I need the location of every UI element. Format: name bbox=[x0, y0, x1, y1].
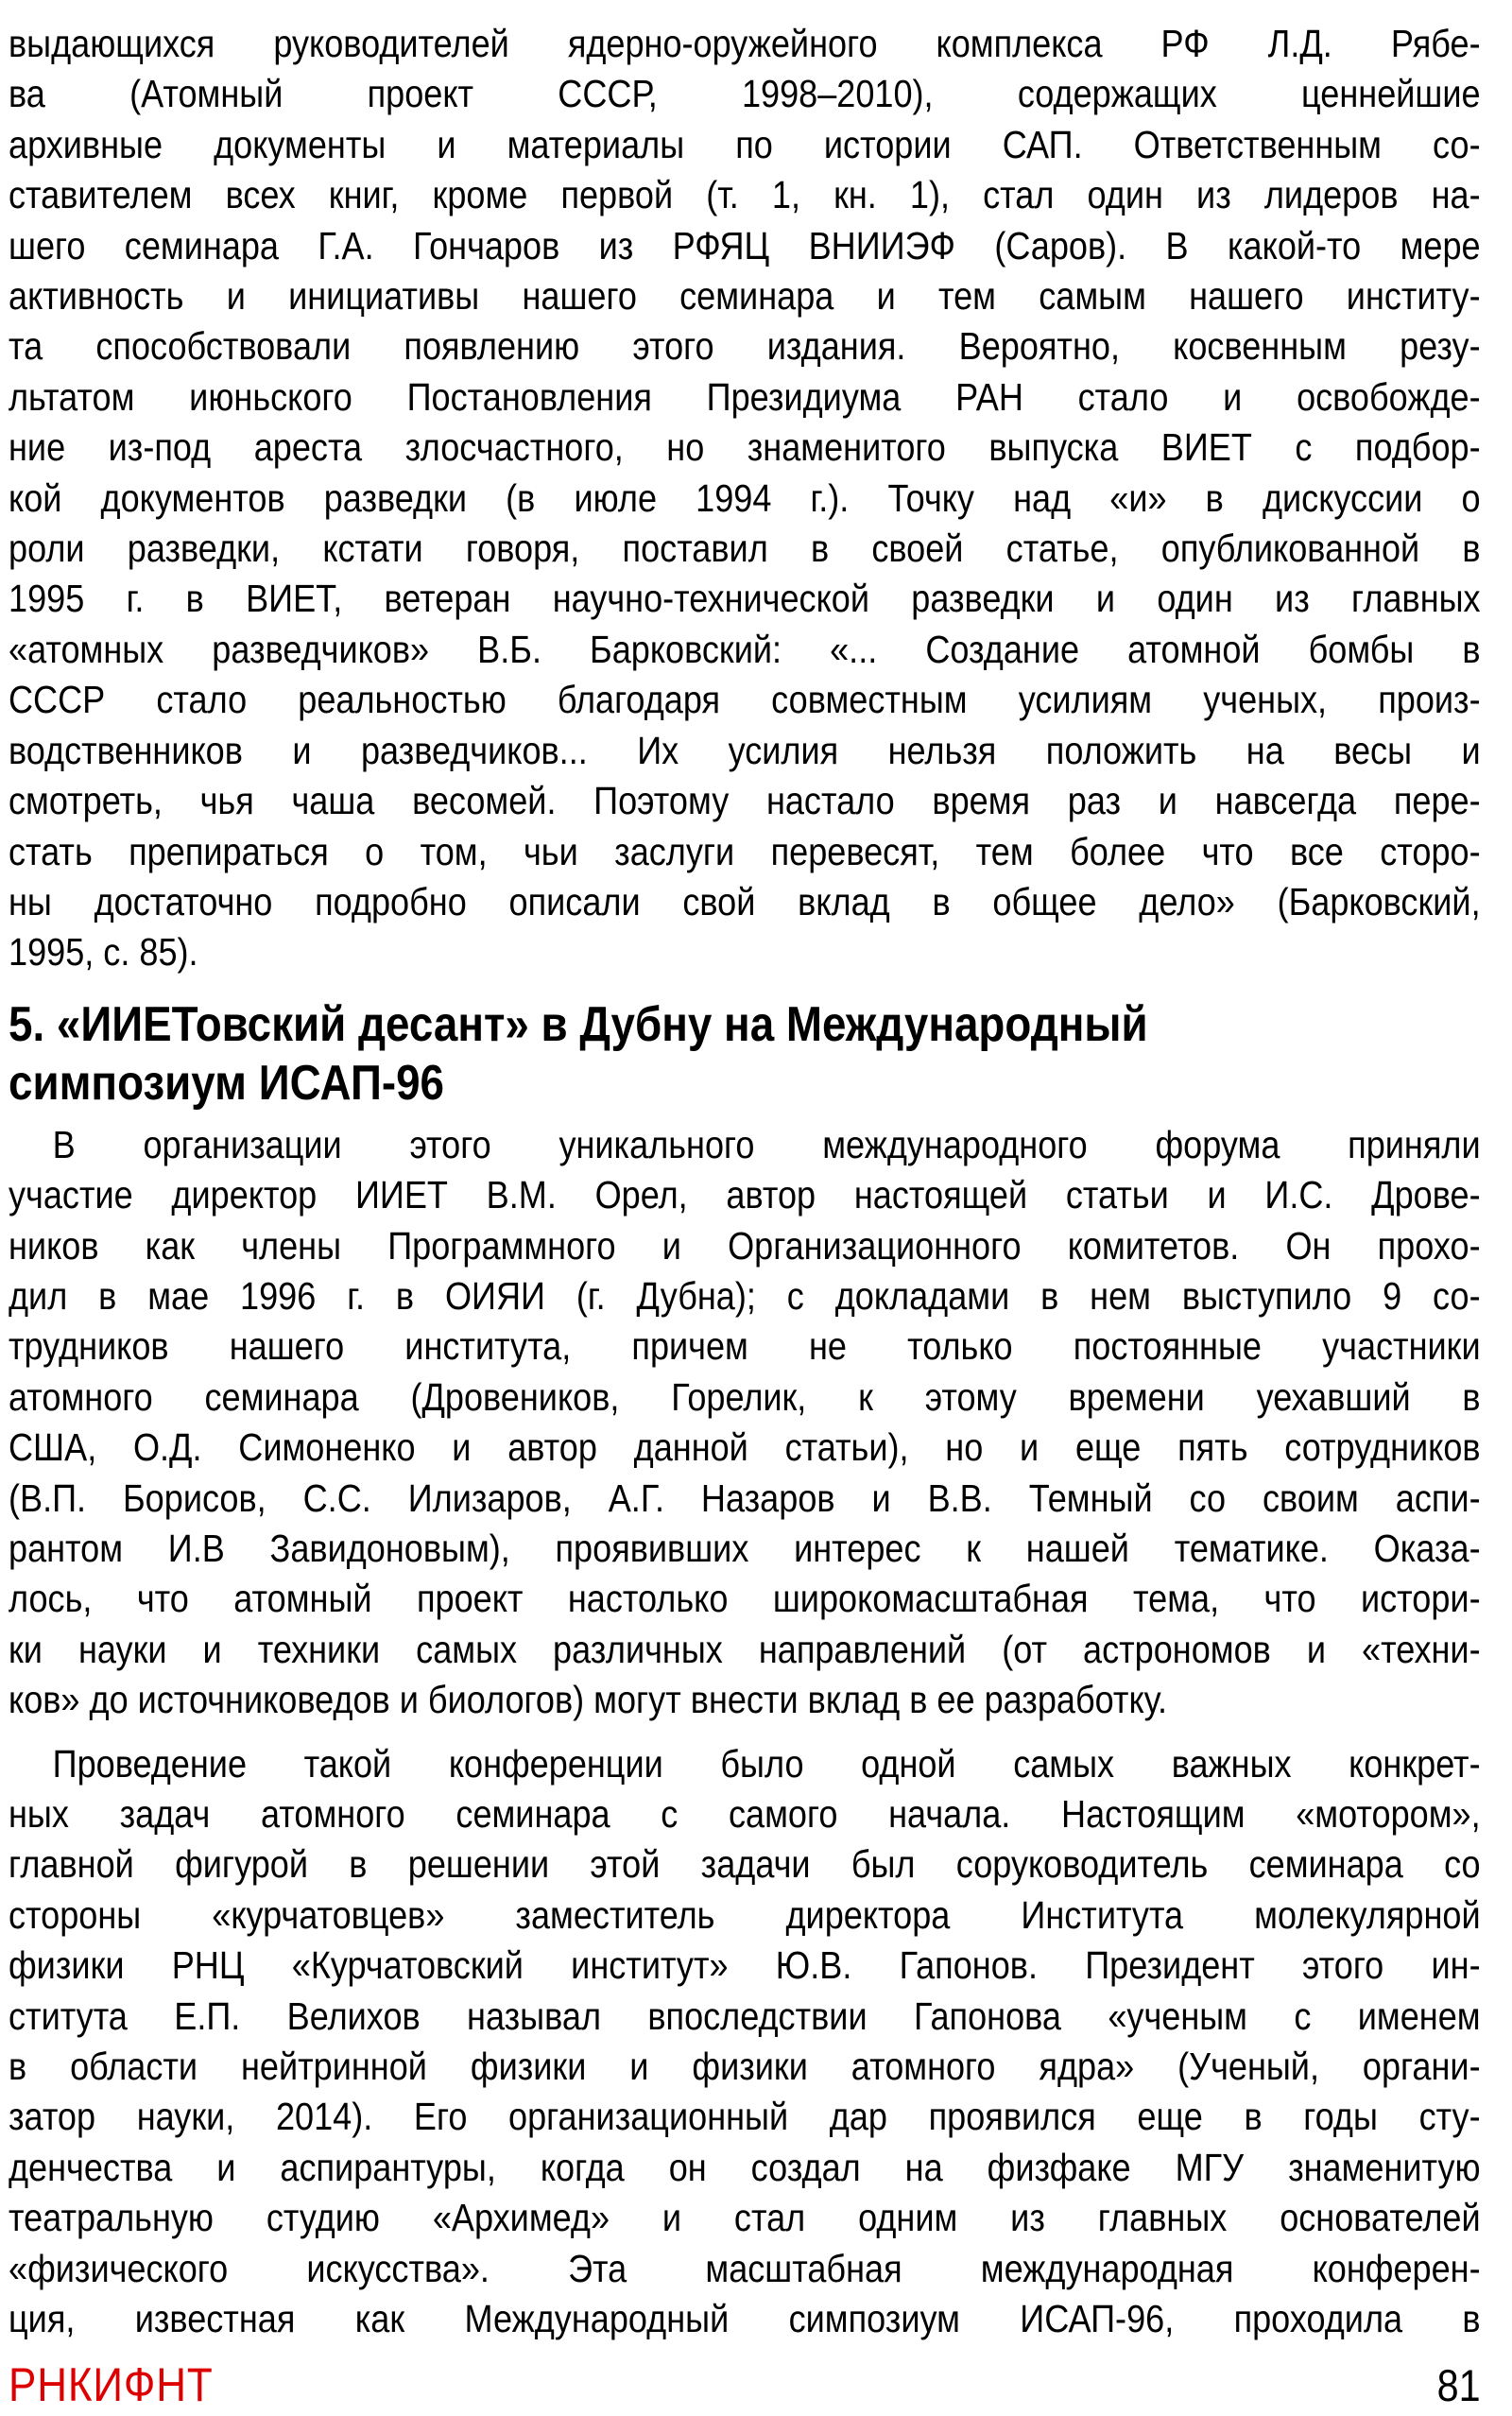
body-text-line: лось, что атомный проект настолько широкомасштабная тема, что истори- bbox=[9, 1577, 1481, 1621]
body-text-line: ки науки и техники самых различных направлений (от астрономов и «техни- bbox=[9, 1627, 1481, 1671]
body-text-line: театральную студию «Архимед» и стал одним из главных основателей bbox=[9, 2196, 1481, 2240]
page-footer bbox=[9, 2359, 1481, 2410]
body-text-line: ние из-под ареста злосчастного, но знаменитого выпуска ВИЕТ с подбор- bbox=[9, 425, 1481, 470]
section-heading-line: симпозиум ИСАП-96 bbox=[9, 1055, 444, 1111]
body-text-line: шего семинара Г.А. Гончаров из РФЯЦ ВНИИЭФ (Саров). В какой-то мере bbox=[9, 223, 1481, 267]
paragraph-1 bbox=[9, 1120, 1481, 1726]
body-text-line: льтатом июньского Постановления Президиума РАН стало и освобожде- bbox=[9, 374, 1481, 419]
paragraph-continued-from-previous-page bbox=[9, 19, 1481, 978]
section-heading bbox=[9, 995, 1481, 1113]
body-text-line: «атомных разведчиков» В.Б. Барковский: «... Создание атомной бомбы в bbox=[9, 627, 1481, 671]
footer-org: РНКИФНТ bbox=[9, 2358, 214, 2412]
body-text-line: в области нейтринной физики и физики атомного ядра» (Ученый, органи- bbox=[9, 2045, 1481, 2089]
body-text-line: трудников нашего института, причем не только постоянные участники bbox=[9, 1324, 1481, 1369]
body-text-line: ция, известная как Международный симпозиум ИСАП-96, проходила в bbox=[9, 2297, 1481, 2341]
body-text-line: денчества и аспирантуры, когда он создал на физфаке МГУ знаменитую bbox=[9, 2145, 1481, 2189]
paragraph-2 bbox=[9, 1739, 1481, 2345]
body-text-line: главной фигурой в решении этой задачи был соруководитель семинара со bbox=[9, 1842, 1481, 1887]
body-text-line: стать препираться о том, чьи заслуги перевесят, тем более что все сторо- bbox=[9, 829, 1481, 873]
body-text-line: атомного семинара (Дровеников, Горелик, к этому времени уехавший в bbox=[9, 1374, 1481, 1419]
body-text-line: участие директор ИИЕТ В.М. Орел, автор настоящей статьи и И.С. Дрове- bbox=[9, 1173, 1481, 1217]
body-text-line: активность и инициативы нашего семинара и тем самым нашего институ- bbox=[9, 274, 1481, 319]
page-content bbox=[9, 19, 1481, 2410]
body-text-line: США, О.Д. Симоненко и автор данной статьи), но и еще пять сотрудников bbox=[9, 1425, 1481, 1470]
body-text-line: ститута Е.П. Велихов называл впоследствии Гапонова «ученым с именем bbox=[9, 1993, 1481, 2038]
body-text-line: ных задач атомного семинара с самого начала. Настоящим «мотором», bbox=[9, 1792, 1481, 1836]
body-text-line: ставителем всех книг, кроме первой (т. 1, кн. 1), стал один из лидеров на- bbox=[9, 173, 1481, 217]
body-text-line: Проведение такой конференции было одной самых важных конкрет- bbox=[52, 1741, 1481, 1786]
body-text-line: архивные документы и материалы по истории САП. Ответственным со- bbox=[9, 122, 1481, 166]
body-text-line: ков» до источниковедов и биологов) могут внести вклад в ее разработку. bbox=[9, 1678, 1168, 1722]
body-text-line: физики РНЦ «Курчатовский институт» Ю.В. Гапонов. Президент этого ин- bbox=[9, 1943, 1481, 1988]
body-text-line: выдающихся руководителей ядерно-оружейного комплекса РФ Л.Д. Рябе- bbox=[9, 22, 1481, 65]
body-text-line: кой документов разведки (в июле 1994 г.). Точку над «и» в дискуссии о bbox=[9, 475, 1481, 520]
section-heading-line: 5. «ИИЕТовский десант» в Дубну на Международный bbox=[9, 996, 1148, 1052]
body-text-line: та способствовали появлению этого издания. Вероятно, косвенным резу- bbox=[9, 324, 1481, 369]
body-text-line: 1995 г. в ВИЕТ, ветеран научно-технической разведки и один из главных bbox=[9, 577, 1481, 621]
body-text-line: рантом И.В Завидоновым), проявивших интерес к нашей тематике. Оказа- bbox=[9, 1526, 1481, 1570]
body-text-line: «физического искусства». Эта масштабная международная конферен- bbox=[9, 2246, 1481, 2290]
body-text-line: 1995, с. 85). bbox=[9, 930, 198, 975]
page-number: 81 bbox=[1436, 2360, 1481, 2411]
body-text-line: СССР стало реальностью благодаря совместным усилиям ученых, произ- bbox=[9, 678, 1481, 722]
body-text-line: затор науки, 2014). Его организационный дар проявился еще в годы сту- bbox=[9, 2095, 1481, 2139]
body-text-line: дил в мае 1996 г. в ОИЯИ (г. Дубна); с докладами в нем выступило 9 со- bbox=[9, 1273, 1481, 1318]
body-text-line: смотреть, чья чаша весомей. Поэтому настало время раз и навсегда пере- bbox=[9, 779, 1481, 823]
body-text-line: ны достаточно подробно описали свой вклад в общее дело» (Барковский, bbox=[9, 879, 1481, 923]
body-text-line: роли разведки, кстати говоря, поставил в своей статье, опубликованной в bbox=[9, 526, 1481, 571]
body-text-line: В организации этого уникального международного форума приняли bbox=[52, 1122, 1481, 1166]
body-text-line: ников как члены Программного и Организационного комитетов. Он прохо- bbox=[9, 1223, 1481, 1268]
body-text-line: ва (Атомный проект СССР, 1998–2010), содержащих ценнейшие bbox=[9, 72, 1481, 116]
body-text-line: водственников и разведчиков... Их усилия нельзя положить на весы и bbox=[9, 728, 1481, 772]
body-text-line: стороны «курчатовцев» заместитель директора Института молекулярной bbox=[9, 1892, 1481, 1937]
body-text-line: (В.П. Борисов, С.С. Илизаров, А.Г. Назаров и В.В. Темный со своим аспи- bbox=[9, 1475, 1481, 1520]
